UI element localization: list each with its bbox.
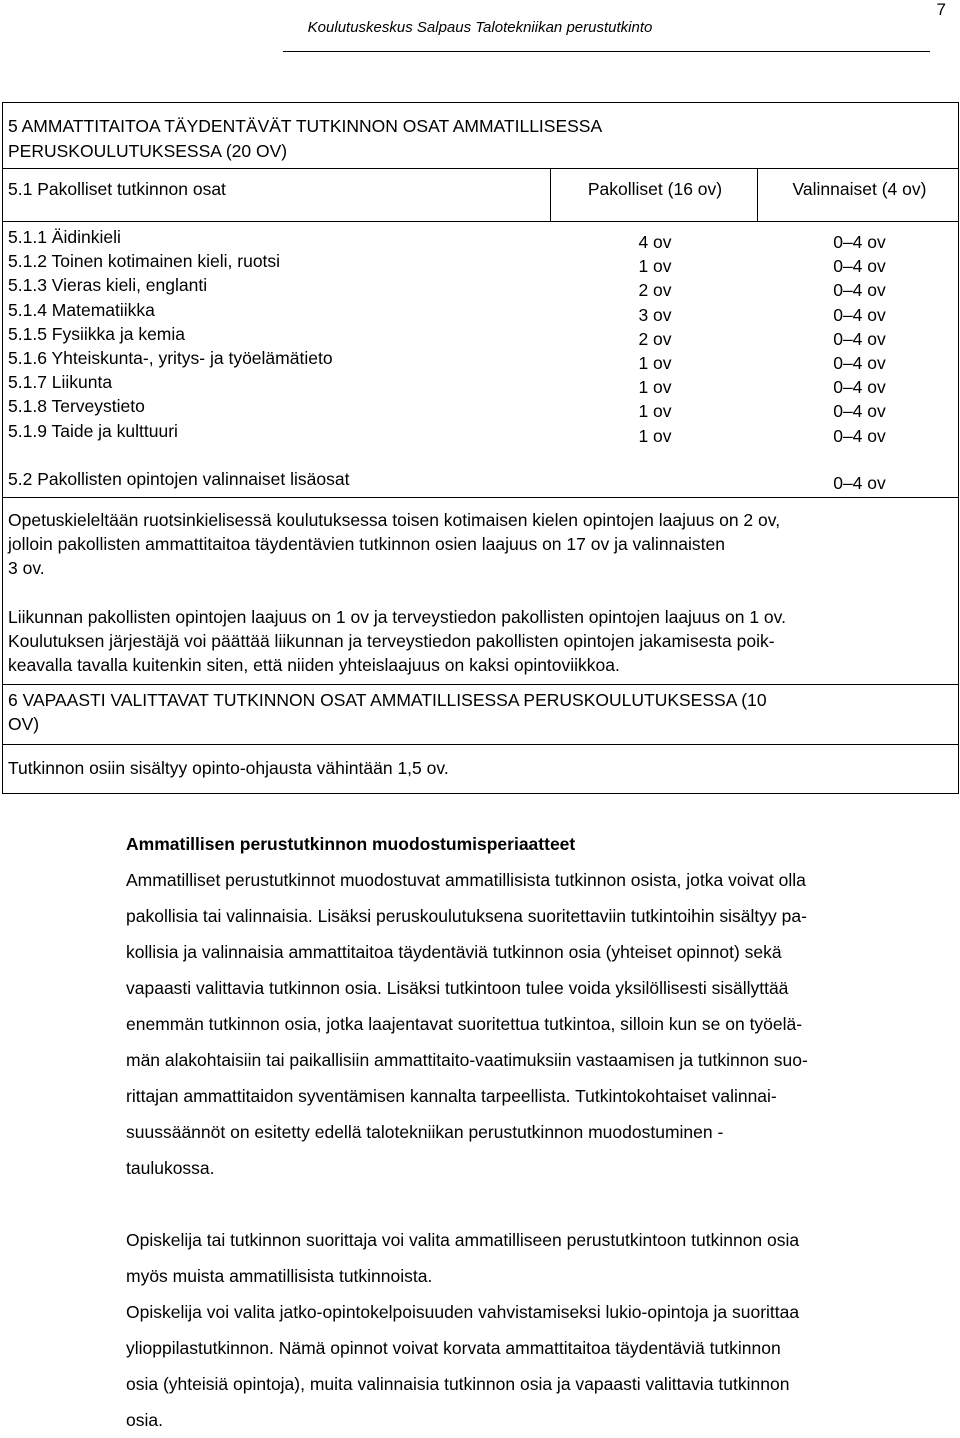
paragraph-line: män alakohtaisiin tai paikallisiin ammattitaito-vaatimuksiin vastaamisen ja tutkinnon suo- xyxy=(126,1050,808,1070)
row-valinnaiset: 0–4 ov xyxy=(833,232,886,252)
table-rule xyxy=(3,497,958,498)
paragraph-line: enemmän tutkinnon osia, jotka laajentavat suoritettua tutkintoa, silloin kun se on työelä- xyxy=(126,1014,803,1034)
note-line: jolloin pakollisten ammattitaitoa täydentävien tutkinnon osien laajuus on 17 ov ja valinnaisten xyxy=(8,534,725,554)
col-header-valinnaiset: Valinnaiset (4 ov) xyxy=(792,179,927,199)
table-col-divider xyxy=(757,168,758,221)
paragraph-line: Ammatilliset perustutkinnot muodostuvat ammatillisista tutkinnon osista, jotka voivat olla xyxy=(126,870,806,890)
paragraph-line: vapaasti valittavia tutkinnon osia. Lisäksi tutkintoon tulee voida yksilöllisesti sisällyttää xyxy=(126,978,789,998)
section-5-heading-line-2: PERUSKOULUTUKSESSA (20 OV) xyxy=(8,141,288,161)
row-name: 5.1.1 Äidinkieli xyxy=(8,227,121,247)
row-name: 5.1.8 Terveystieto xyxy=(8,396,145,417)
header-rule xyxy=(283,51,930,52)
page-number: 7 xyxy=(936,0,946,19)
note-swedish-language xyxy=(8,508,780,580)
row-name: 5.1.3 Vieras kieli, englanti xyxy=(8,275,208,296)
row-pakolliset: 1 ov xyxy=(638,425,672,446)
row-name: 5.1.7 Liikunta xyxy=(8,372,113,393)
note-line: Koulutuksen järjestäjä voi päättää liikunnan ja terveystiedon pakollisten opintojen jakamisesta poik- xyxy=(8,631,775,651)
row-names-column xyxy=(8,225,333,443)
row-valinnaiset: 0–4 ov xyxy=(833,401,886,422)
paragraph-line: kollisia ja valinnaisia ammattitaitoa täydentäviä tutkinnon osia (yhteiset opinnot) sekä xyxy=(126,942,782,962)
note-line: keavalla tavalla kuitenkin siten, että niiden yhteislaajuus on kaksi opintoviikkoa. xyxy=(8,655,620,675)
row-valinnaiset: 0–4 ov xyxy=(833,425,886,446)
curriculum-table xyxy=(2,102,959,794)
col-header-pakolliset: Pakolliset (16 ov) xyxy=(587,179,723,199)
section-heading: Ammatillisen perustutkinnon muodostumisperiaatteet xyxy=(126,834,576,854)
paragraph-line: rittajan ammattitaidon syventämisen kannalta tarpeellista. Tutkintokohtaiset valinnai- xyxy=(126,1086,777,1106)
row-valinnaiset: 0–4 ov xyxy=(833,353,886,374)
row-name: 5.1.4 Matematiikka xyxy=(8,299,155,320)
paragraph-line: myös muista ammatillisista tutkinnoista. xyxy=(126,1266,433,1286)
row-valinnaiset: 0–4 ov xyxy=(833,280,886,301)
row-pakolliset: 1 ov xyxy=(638,256,672,277)
row-pakolliset-column xyxy=(555,230,755,448)
row-valinnaiset: 0–4 ov xyxy=(833,256,886,277)
paragraph-line: ylioppilastutkinnon. Nämä opinnot voivat korvata ammattitaitoa täydentäviä tutkinnon xyxy=(126,1338,781,1358)
row-pakolliset: 1 ov xyxy=(638,377,672,398)
row-pakolliset: 2 ov xyxy=(638,328,672,349)
row-pakolliset: 1 ov xyxy=(638,401,672,422)
note-line: Liikunnan pakollisten opintojen laajuus on 1 ov ja terveystiedon pakollisten opintojen laajuus on 1 ov. xyxy=(8,607,786,627)
table-rule xyxy=(3,168,958,169)
paragraph-line: taulukossa. xyxy=(126,1158,215,1178)
section-5-heading-line-1: 5 AMMATTITAITOA TÄYDENTÄVÄT TUTKINNON OSAT AMMATILLISESSA xyxy=(8,116,603,136)
section-6-heading xyxy=(8,688,767,736)
row-name: 5.1.9 Taide ja kulttuuri xyxy=(8,420,178,441)
row-name: 5.1.5 Fysiikka ja kemia xyxy=(8,323,186,344)
table-rule xyxy=(3,744,958,745)
table-col-divider xyxy=(550,168,551,221)
note-physical-education xyxy=(8,605,786,677)
section-6-heading-line: OV) xyxy=(8,714,40,734)
row-pakolliset: 1 ov xyxy=(638,353,672,374)
note-line: 3 ov. xyxy=(8,558,45,578)
note-line: Opetuskieleltään ruotsinkielisessä koulutuksessa toisen kotimaisen kielen opintojen laajuus on 2 ov, xyxy=(8,510,781,530)
paragraph-line: suussäännöt on esitetty edellä talotekniikan perustutkinnon muodostuminen - xyxy=(126,1122,724,1142)
row-name: 5.1.2 Toinen kotimainen kieli, ruotsi xyxy=(8,251,281,272)
table-rule xyxy=(3,221,958,222)
col-header-name: 5.1 Pakolliset tutkinnon osat xyxy=(8,179,226,199)
paragraph-line: osia (yhteisiä opintoja), muita valinnaisia tutkinnon osia ja vapaasti valittavia tutkinnon xyxy=(126,1374,790,1394)
paragraph-line: osia. xyxy=(126,1410,163,1430)
paragraph-3 xyxy=(126,1294,946,1438)
paragraph-line: pakollisia tai valinnaisia. Lisäksi peruskoulutuksena suoritettaviin tutkintoihin sisältyy pa- xyxy=(126,906,807,926)
row-5-2-name: 5.2 Pakollisten opintojen valinnaiset lisäosat xyxy=(8,469,350,489)
row-pakolliset: 3 ov xyxy=(638,304,672,325)
row-valinnaiset: 0–4 ov xyxy=(833,304,886,325)
row-name: 5.1.6 Yhteiskunta-, yritys- ja työelämätieto xyxy=(8,348,333,369)
paragraph-2 xyxy=(126,1222,946,1294)
row-pakolliset: 2 ov xyxy=(638,280,672,301)
row-valinnaiset-column xyxy=(762,230,957,448)
paragraph-line: Opiskelija tai tutkinnon suorittaja voi valita ammatilliseen perustutkintoon tutkinnon osia xyxy=(126,1230,800,1250)
row-5-2-valinnaiset: 0–4 ov xyxy=(833,473,886,493)
row-pakolliset: 4 ov xyxy=(638,232,672,252)
section-6-note: Tutkinnon osiin sisältyy opinto-ohjausta vähintään 1,5 ov. xyxy=(8,758,449,778)
row-valinnaiset: 0–4 ov xyxy=(833,328,886,349)
section-6-heading-line: 6 VAPAASTI VALITTAVAT TUTKINNON OSAT AMMATILLISESSA PERUSKOULUTUKSESSA (10 xyxy=(8,690,767,710)
table-rule xyxy=(3,684,958,685)
paragraph-1 xyxy=(126,862,946,1186)
row-valinnaiset: 0–4 ov xyxy=(833,377,886,398)
running-header-title: Koulutuskeskus Salpaus Talotekniikan perustutkinto xyxy=(307,19,653,36)
paragraph-line: Opiskelija voi valita jatko-opintokelpoisuuden vahvistamiseksi lukio-opintoja ja suorittaa xyxy=(126,1302,800,1322)
